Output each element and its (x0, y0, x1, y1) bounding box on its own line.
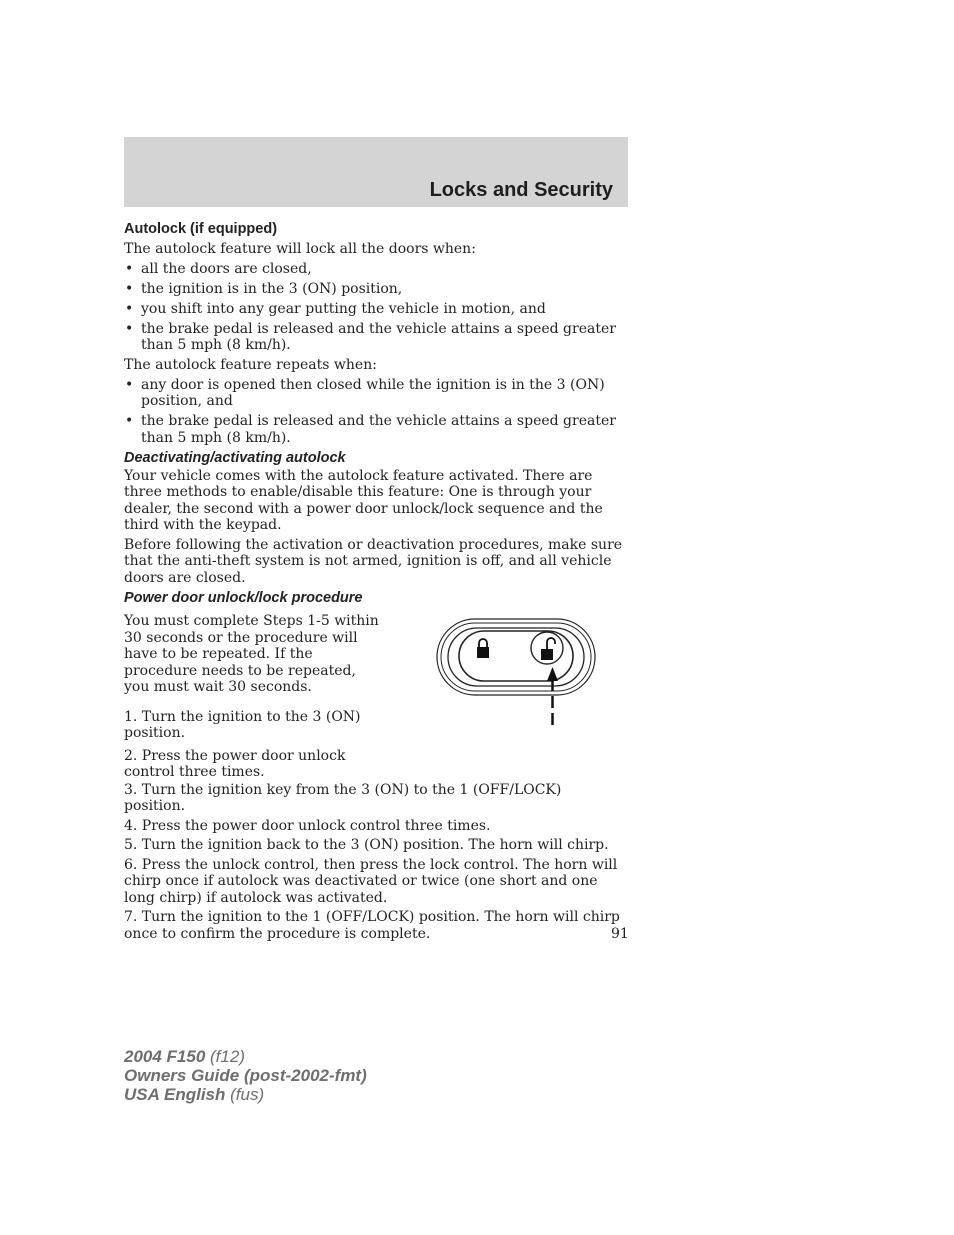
page-number: 91 (611, 926, 629, 942)
document-footer (124, 1047, 367, 1104)
procedure-step: 5. Turn the ignition back to the 3 (ON) position. The horn will chirp. (124, 837, 609, 853)
procedure-step: 6. Press the unlock control, then press the lock control. The horn will chirp once if autolock was deactivated or twice (one short and one long chirp) if autolock was activated. (124, 856, 618, 906)
deactivating-heading: Deactivating/activating autolock (124, 449, 346, 466)
procedure-intro: You must complete Steps 1-5 within 30 seconds or the procedure will have to be repeated. If the procedure needs to be repeated, you must wait 30 seconds. (124, 613, 379, 695)
footer-line: Owners Guide (post-2002-fmt) (124, 1066, 367, 1085)
section-header (124, 137, 628, 207)
list-item: • the ignition is in the 3 (ON) position, (124, 281, 624, 298)
autolock-repeat-list (124, 377, 624, 447)
procedure-step: 4. Press the power door unlock control three times. (124, 817, 491, 834)
lock-closed-icon (477, 639, 489, 658)
procedure-step: 3. Turn the ignition key from the 3 (ON) to the 1 (OFF/LOCK) position. (124, 781, 562, 814)
autolock-intro: The autolock feature will lock all the doors when: (124, 241, 476, 257)
procedure-heading: Power door unlock/lock procedure (124, 590, 363, 606)
procedure-left-column (124, 613, 384, 781)
procedure-step: 2. Press the power door unlock control three times. (124, 747, 346, 780)
autolock-conditions-list (124, 261, 624, 354)
autolock-repeat-intro: The autolock feature repeats when: (124, 357, 377, 373)
power-lock-switch-illustration (435, 617, 597, 727)
arrow-up-icon (547, 667, 558, 725)
autolock-heading: Autolock (if equipped) (124, 221, 278, 237)
page-content (124, 221, 624, 945)
list-item: • any door is opened then closed while the ignition is in the 3 (ON) position, and (124, 377, 624, 410)
procedure-step: 1. Turn the ignition to the 3 (ON) position. (124, 708, 361, 741)
lock-open-icon (541, 638, 555, 660)
footer-line: USA English (fus) (124, 1085, 265, 1104)
list-item: • you shift into any gear putting the vehicle in motion, and (124, 301, 624, 318)
list-item: • all the doors are closed, (124, 261, 624, 278)
deactivating-paragraph: Your vehicle comes with the autolock feature activated. There are three methods to enable/disable this feature: One is through your dealer, the second with a power door unlock/lock sequence and the third with the keypad. (124, 467, 603, 533)
list-item: • the brake pedal is released and the vehicle attains a speed greater than 5 mph (8 km/h). (124, 413, 624, 446)
footer-line: 2004 F150 (f12) (124, 1047, 245, 1066)
list-item: • the brake pedal is released and the vehicle attains a speed greater than 5 mph (8 km/h). (124, 321, 624, 354)
deactivating-paragraph: Before following the activation or deactivation procedures, make sure that the anti-theft system is not armed, ignition is off, and all vehicle doors are closed. (124, 536, 623, 586)
section-title: Locks and Security (429, 179, 613, 201)
procedure-step: 7. Turn the ignition to the 1 (OFF/LOCK) position. The horn will chirp once to confirm the procedure is complete. (124, 909, 620, 942)
